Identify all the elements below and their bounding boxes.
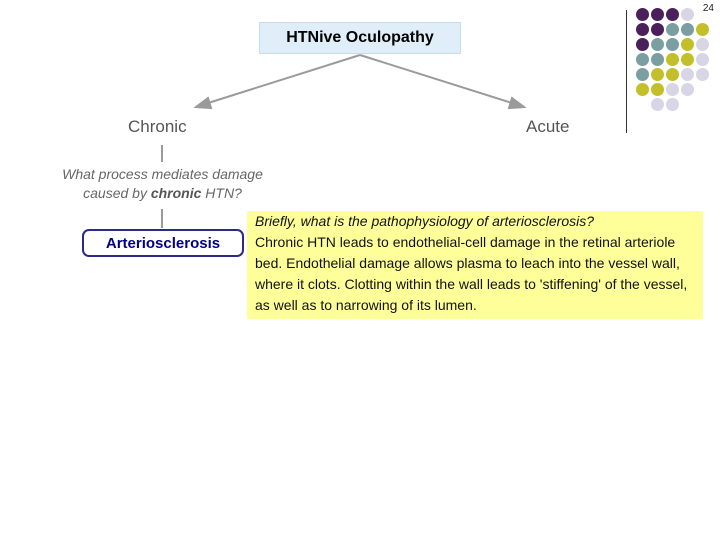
question-node	[40, 165, 285, 203]
answer-text: Arteriosclerosis	[105, 234, 221, 252]
question-line2-suffix: HTN?	[201, 185, 242, 201]
question-line2-bold: chronic	[150, 185, 202, 201]
connector-to-chronic	[205, 55, 360, 104]
explanation-box	[247, 211, 703, 319]
arrowhead-acute	[509, 98, 524, 108]
answer-node	[82, 229, 244, 257]
page-number: 24	[702, 3, 714, 14]
branch-acute: Acute	[526, 117, 570, 136]
question-line1: What process mediates damage	[62, 166, 263, 182]
explanation-answer: Chronic HTN leads to endothelial-cell damage in the retinal arteriole bed. Endothelial damage allows plasma to leach into the vessel wall, where it clots. Clotting within the wall leads to 'stiffening' of the vessel, as well as to narrowing of its lumen.	[255, 234, 688, 313]
arrowhead-chronic	[196, 98, 211, 108]
connector-to-acute	[360, 55, 515, 104]
question-line2-prefix: caused by	[83, 185, 151, 201]
explanation-question: Briefly, what is the pathophysiology of arteriosclerosis?	[255, 213, 595, 229]
title-text: HTNive Oculopathy	[286, 29, 434, 46]
branch-chronic: Chronic	[128, 117, 187, 136]
